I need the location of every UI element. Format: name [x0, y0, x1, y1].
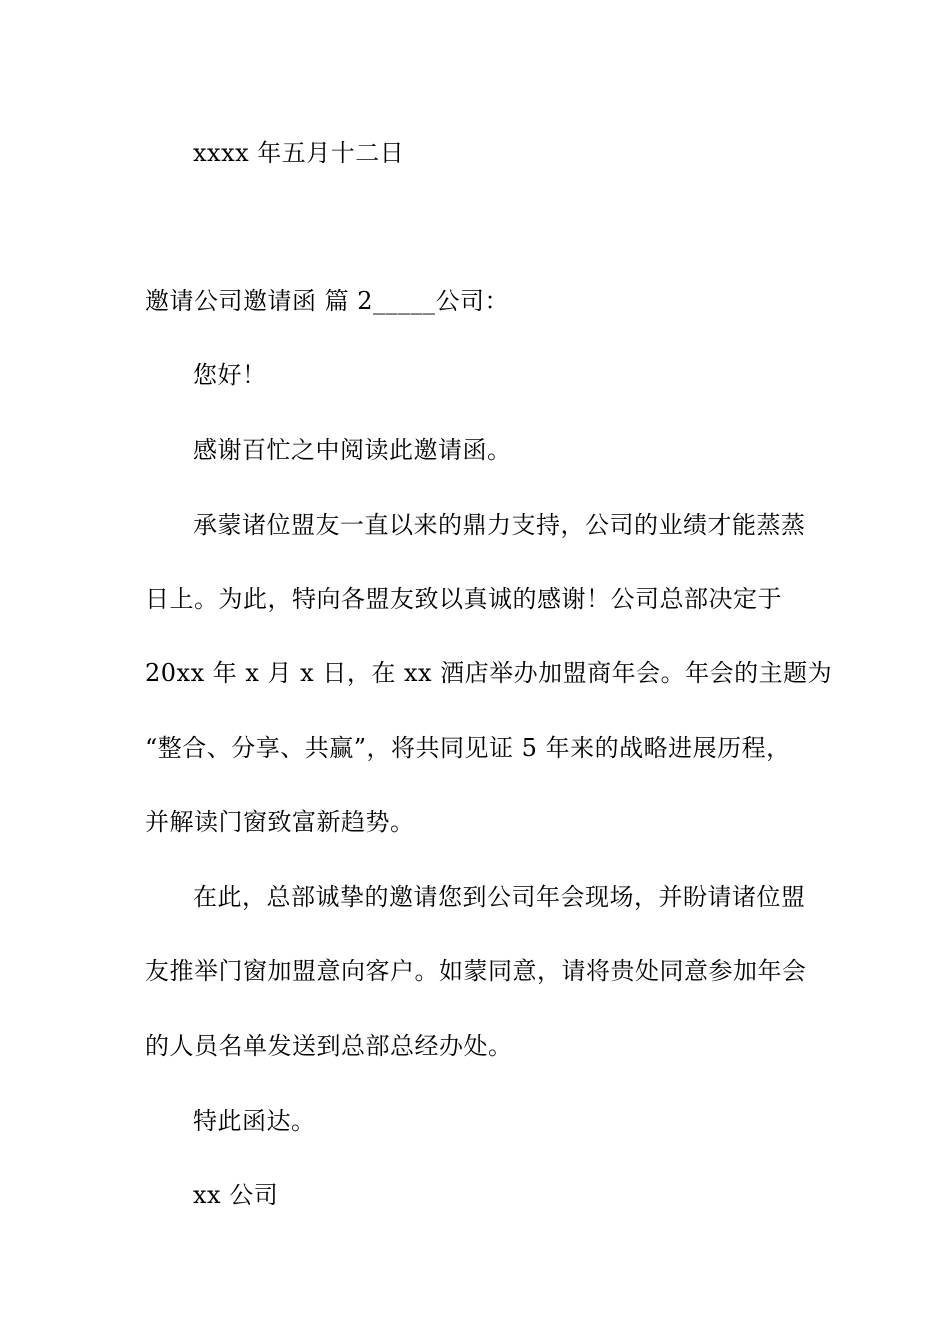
paragraph2-line: 的人员名单发送到总部总经办处。 — [145, 1032, 513, 1060]
closing-line: 特此函达。 — [193, 1107, 316, 1135]
paragraph2-line: 友推举门窗加盟意向客户。如蒙同意，请将贵处同意参加年会 — [145, 957, 807, 985]
paragraph1-line: “整合、分享、共赢”，将共同见证 5 年来的战略进展历程， — [145, 734, 791, 762]
thanks-line: 感谢百忙之中阅读此邀请函。 — [193, 436, 512, 464]
greeting: 您好！ — [193, 361, 267, 389]
paragraph1-line: 日上。为此，特向各盟友致以真诚的感谢！公司总部决定于 — [145, 585, 782, 613]
letter-heading: 邀请公司邀请函 篇 2_____公司： — [145, 287, 510, 315]
paragraph1-line: 并解读门窗致富新趋势。 — [145, 808, 415, 836]
paragraph1-line: 20xx 年 x 月 x 日，在 xx 酒店举办加盟商年会。年会的主题为 — [145, 659, 833, 687]
signature: xx 公司 — [193, 1181, 279, 1209]
paragraph2-line: 在此，总部诚挚的邀请您到公司年会现场，并盼请诸位盟 — [193, 883, 806, 911]
date-line: xxxx 年五月十二日 — [193, 139, 405, 167]
paragraph1-line: 承蒙诸位盟友一直以来的鼎力支持，公司的业绩才能蒸蒸 — [193, 511, 806, 539]
